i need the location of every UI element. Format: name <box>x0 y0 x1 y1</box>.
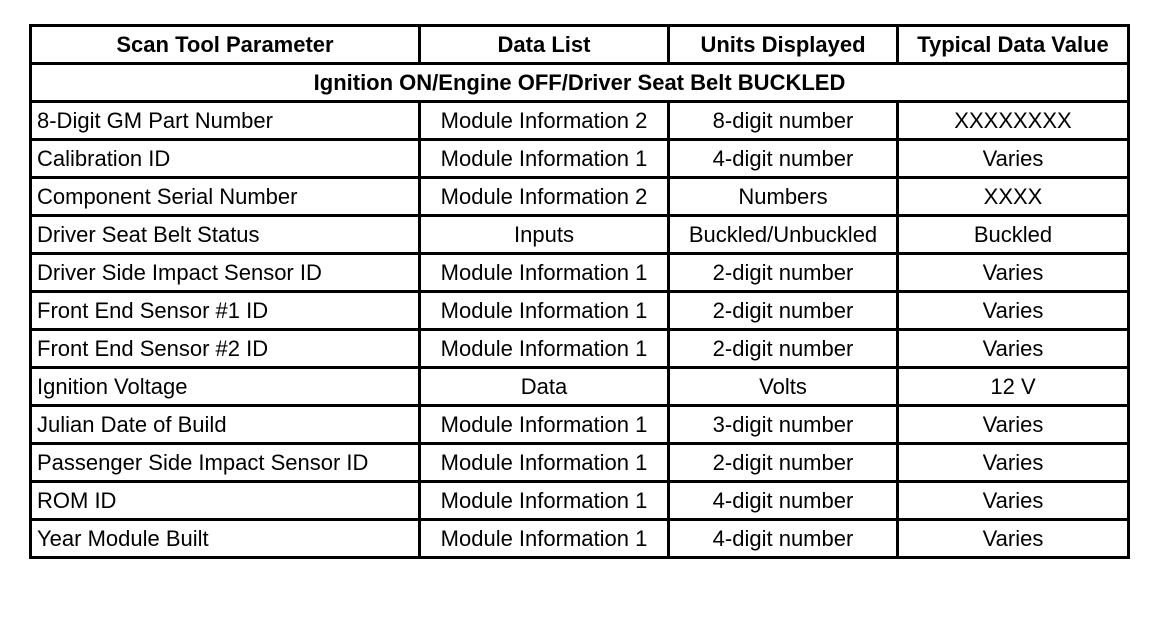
table-row <box>31 444 1129 482</box>
cell-typical-value: XXXX <box>898 178 1129 216</box>
cell-units: 3-digit number <box>669 406 898 444</box>
cell-data-list: Inputs <box>420 216 669 254</box>
header-units-displayed: Units Displayed <box>669 26 898 64</box>
table-row <box>31 406 1129 444</box>
cell-parameter: Front End Sensor #2 ID <box>31 330 420 368</box>
cell-typical-value: Buckled <box>898 216 1129 254</box>
table-row <box>31 292 1129 330</box>
cell-parameter: Calibration ID <box>31 140 420 178</box>
table-row <box>31 368 1129 406</box>
cell-typical-value: Varies <box>898 406 1129 444</box>
cell-units: 8-digit number <box>669 102 898 140</box>
cell-units: 4-digit number <box>669 520 898 558</box>
cell-parameter: Passenger Side Impact Sensor ID <box>31 444 420 482</box>
cell-typical-value: Varies <box>898 140 1129 178</box>
cell-units: 2-digit number <box>669 254 898 292</box>
cell-typical-value: Varies <box>898 292 1129 330</box>
cell-units: Numbers <box>669 178 898 216</box>
cell-data-list: Data <box>420 368 669 406</box>
cell-typical-value: Varies <box>898 330 1129 368</box>
cell-data-list: Module Information 1 <box>420 140 669 178</box>
cell-units: Volts <box>669 368 898 406</box>
cell-data-list: Module Information 2 <box>420 178 669 216</box>
cell-typical-value: Varies <box>898 444 1129 482</box>
cell-parameter: Driver Seat Belt Status <box>31 216 420 254</box>
cell-units: Buckled/Unbuckled <box>669 216 898 254</box>
cell-parameter: Ignition Voltage <box>31 368 420 406</box>
section-heading: Ignition ON/Engine OFF/Driver Seat Belt BUCKLED <box>31 64 1129 102</box>
cell-data-list: Module Information 2 <box>420 102 669 140</box>
cell-data-list: Module Information 1 <box>420 406 669 444</box>
header-data-list: Data List <box>420 26 669 64</box>
table-row <box>31 520 1129 558</box>
table-row <box>31 140 1129 178</box>
scan-tool-data-table-container <box>29 24 1127 559</box>
cell-parameter: Driver Side Impact Sensor ID <box>31 254 420 292</box>
cell-parameter: Front End Sensor #1 ID <box>31 292 420 330</box>
cell-parameter: ROM ID <box>31 482 420 520</box>
scan-tool-data-table <box>29 24 1130 559</box>
table-row <box>31 178 1129 216</box>
cell-typical-value: Varies <box>898 254 1129 292</box>
table-row <box>31 254 1129 292</box>
cell-data-list: Module Information 1 <box>420 520 669 558</box>
cell-units: 2-digit number <box>669 444 898 482</box>
cell-units: 4-digit number <box>669 482 898 520</box>
table-row <box>31 102 1129 140</box>
cell-typical-value: Varies <box>898 482 1129 520</box>
table-row <box>31 330 1129 368</box>
cell-typical-value: 12 V <box>898 368 1129 406</box>
cell-parameter: Component Serial Number <box>31 178 420 216</box>
cell-typical-value: XXXXXXXX <box>898 102 1129 140</box>
section-row <box>31 64 1129 102</box>
cell-units: 4-digit number <box>669 140 898 178</box>
table-body <box>31 64 1129 558</box>
cell-parameter: Julian Date of Build <box>31 406 420 444</box>
header-row <box>31 26 1129 64</box>
cell-data-list: Module Information 1 <box>420 254 669 292</box>
cell-data-list: Module Information 1 <box>420 330 669 368</box>
cell-parameter: Year Module Built <box>31 520 420 558</box>
cell-data-list: Module Information 1 <box>420 292 669 330</box>
table-row <box>31 216 1129 254</box>
cell-units: 2-digit number <box>669 292 898 330</box>
cell-data-list: Module Information 1 <box>420 444 669 482</box>
table-row <box>31 482 1129 520</box>
cell-units: 2-digit number <box>669 330 898 368</box>
header-typical-data-value: Typical Data Value <box>898 26 1129 64</box>
cell-typical-value: Varies <box>898 520 1129 558</box>
cell-parameter: 8-Digit GM Part Number <box>31 102 420 140</box>
cell-data-list: Module Information 1 <box>420 482 669 520</box>
header-scan-tool-parameter: Scan Tool Parameter <box>31 26 420 64</box>
